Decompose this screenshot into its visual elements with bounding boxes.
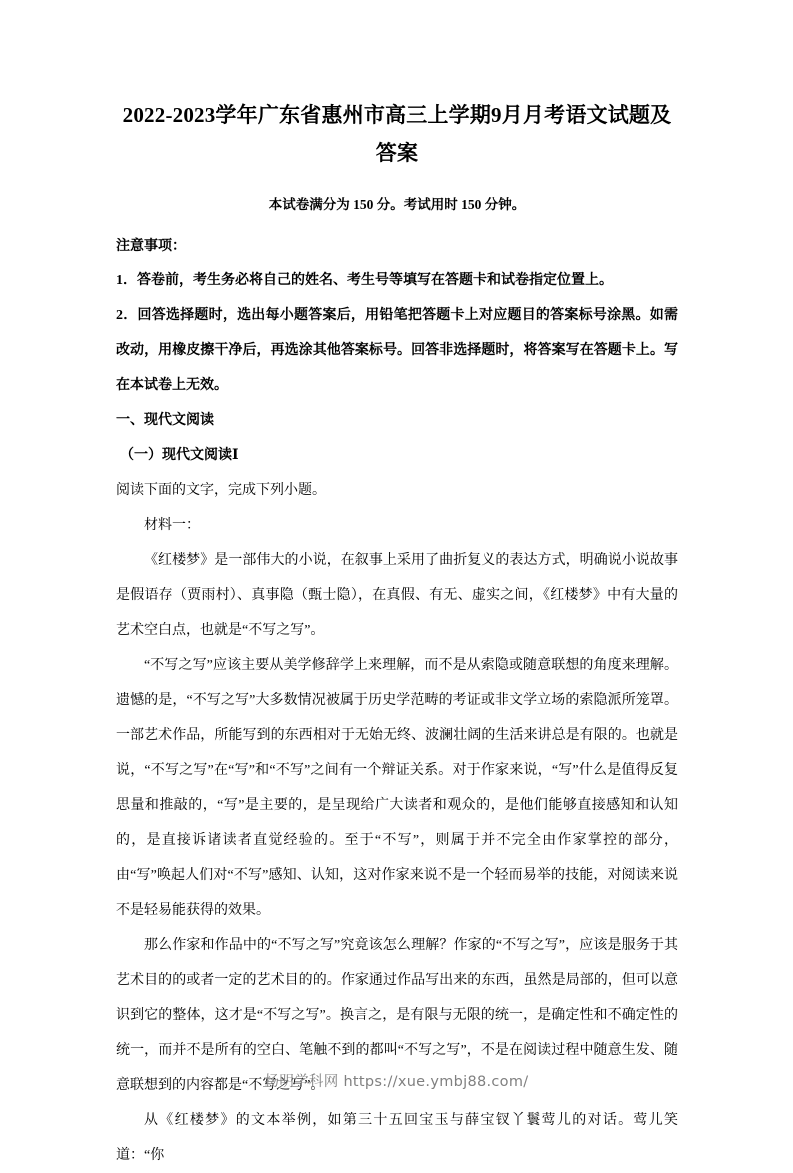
notice-item-1: 1．答卷前，考生务必将自己的姓名、考生号等填写在答题卡和试卷指定位置上。 [116, 273, 613, 288]
body-paragraph: 《红楼梦》是一部伟大的小说，在叙事上采用了曲折复义的表达方式，明确说小说故事是假语存（贾雨村）、真事隐（甄士隐），在真假、有无、虚实之间，《红楼梦》中有大量的艺术空白点，也就是“不写之写”。 [116, 553, 678, 638]
body-paragraph: “不写之写”应该主要从美学修辞学上来理解，而不是从索隐或随意联想的角度来理解。遗憾的是，“不写之写”大多数情况被属于历史学范畴的考证或非文学立场的索隐派所笼罩。一部艺术作品，所能写到的东西相对于无始无终、波澜壮阔的生活来讲总是有限的。也就是说，“不写之写”在“写”和“不写”之间有一个辩证关系。对于作家来说，“写”什么是值得反复思量和推敲的，“写”是主要的，是呈现给广大读者和观众的，是他们能够直接感知和认知的，是直接诉诸读者直觉经验的。至于“不写”，则属于并不完全由作家掌控的部分，由“写”唤起人们对“不写”感知、认知，这对作家来说不是一个轻而易举的技能，对阅读来说不是轻易能获得的效果。 [116, 658, 678, 918]
section-subheading-reading-one: （一）现代文阅读Ⅰ [120, 448, 239, 463]
page-title: 2022-2023学年广东省惠州市高三上学期9月月考语文试题及答案 [122, 103, 672, 165]
page-content [116, 96, 678, 1173]
exam-score-time-note: 本试卷满分为 150 分。考试用时 150 分钟。 [268, 197, 526, 212]
footer-watermark: 扬明学科网 https://xue.ymbj88.com/ [264, 1074, 529, 1090]
material-label-one: 材料一： [144, 518, 200, 533]
notice-heading: 注意事项： [116, 239, 186, 254]
reading-instruction: 阅读下面的文字，完成下列小题。 [116, 483, 326, 498]
body-paragraph: 从《红楼梦》的文本举例，如第三十五回宝玉与薛宝钗丫鬟莺儿的对话。莺儿笑道：“你 [116, 1113, 678, 1163]
section-heading-part-one: 一、现代文阅读 [116, 413, 214, 428]
notice-item-2: 2．回答选择题时，选出每小题答案后，用铅笔把答题卡上对应题目的答案标号涂黑。如需改动，用橡皮擦干净后，再选涂其他答案标号。回答非选择题时，将答案写在答题卡上。写在本试卷上无效。 [116, 308, 678, 393]
body-paragraph: 那么作家和作品中的“不写之写”究竟该怎么理解？作家的“不写之写”，应该是服务于其艺术目的的或者一定的艺术目的的。作家通过作品写出来的东西，虽然是局部的，但可以意识到它的整体，这才是“不写之写”。换言之，是有限与无限的统一，是确定性和不确定性的统一，而并不是所有的空白、笔触不到的都叫“不写之写”，不是在阅读过程中随意生发、随意联想到的内容都是“不写之写”。 [116, 938, 678, 1093]
